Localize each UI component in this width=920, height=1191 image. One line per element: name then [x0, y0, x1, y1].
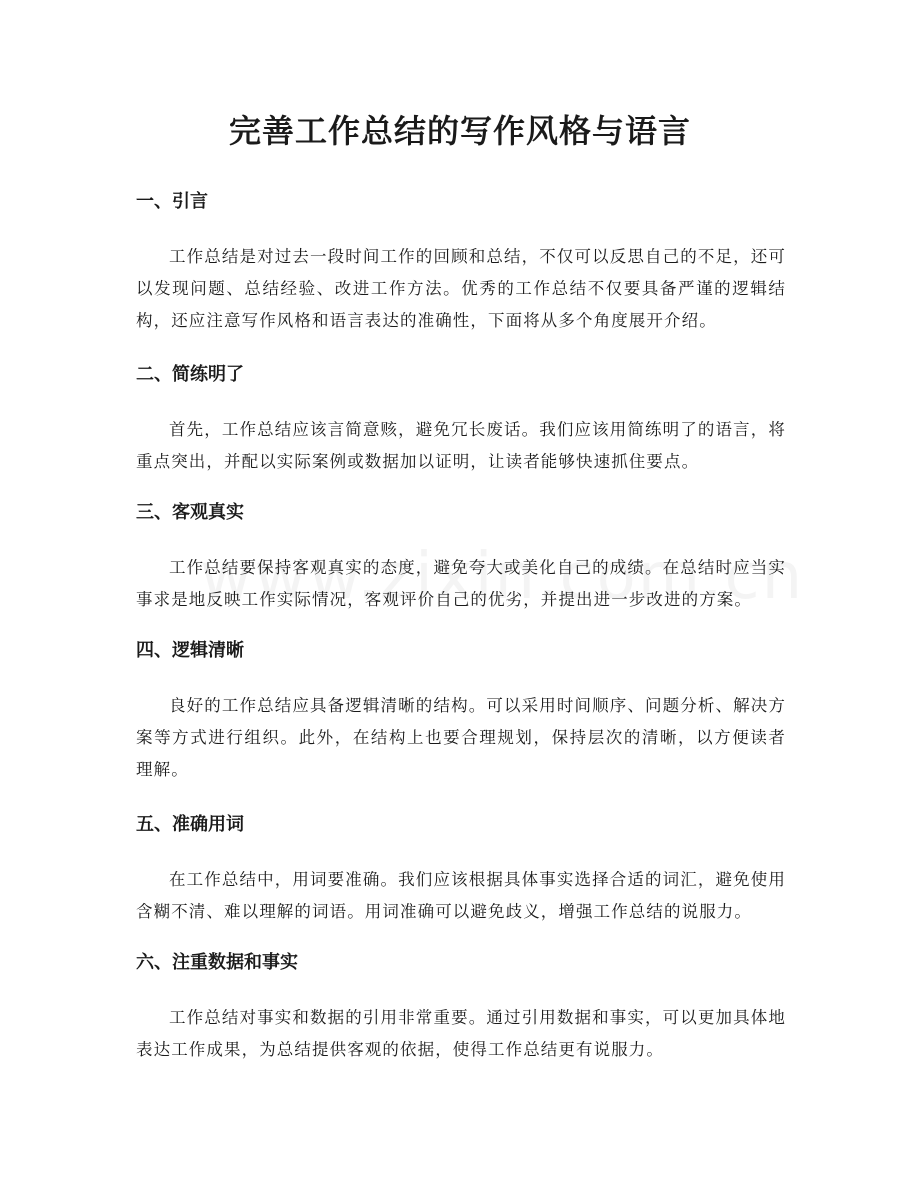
section-paragraph: 良好的工作总结应具备逻辑清晰的结构。可以采用时间顺序、问题分析、解决方案等方式进行组织。此外，在结构上也要合理规划，保持层次的清晰，以方便读者理解。 — [136, 696, 786, 779]
section-paragraph: 工作总结是对过去一段时间工作的回顾和总结，不仅可以反思自己的不足，还可以发现问题、总结经验、改进工作方法。优秀的工作总结不仅要具备严谨的逻辑结构，还应注意写作风格和语言表达的准确性，下面将从多个角度展开介绍。 — [136, 247, 786, 330]
section-heading: 二、简练明了 — [136, 364, 244, 385]
document-title: 完善工作总结的写作风格与语言 — [228, 112, 691, 150]
section-wording — [136, 812, 786, 928]
section-heading: 五、准确用词 — [136, 814, 244, 835]
section-paragraph: 在工作总结中，用词要准确。我们应该根据具体事实选择合适的词汇，避免使用含糊不清、难以理解的词语。用词准确可以避免歧义，增强工作总结的说服力。 — [136, 870, 786, 921]
section-paragraph: 工作总结要保持客观真实的态度，避免夸大或美化自己的成绩。在总结时应当实事求是地反映工作实际情况，客观评价自己的优劣，并提出进一步改进的方案。 — [136, 558, 786, 609]
section-heading: 一、引言 — [136, 191, 208, 212]
section-concise — [136, 362, 786, 478]
section-paragraph: 工作总结对事实和数据的引用非常重要。通过引用数据和事实，可以更加具体地表达工作成果，为总结提供客观的依据，使得工作总结更有说服力。 — [136, 1008, 786, 1059]
section-heading: 四、逻辑清晰 — [136, 640, 244, 661]
section-logic — [136, 638, 786, 786]
section-heading: 六、注重数据和事实 — [136, 952, 298, 973]
section-objective — [136, 500, 786, 616]
section-heading: 三、客观真实 — [136, 502, 244, 523]
section-paragraph: 首先，工作总结应该言简意赅，避免冗长废话。我们应该用简练明了的语言，将重点突出，并配以实际案例或数据加以证明，让读者能够快速抓住要点。 — [136, 420, 786, 471]
section-data-facts — [136, 950, 786, 1066]
section-introduction — [136, 189, 786, 337]
